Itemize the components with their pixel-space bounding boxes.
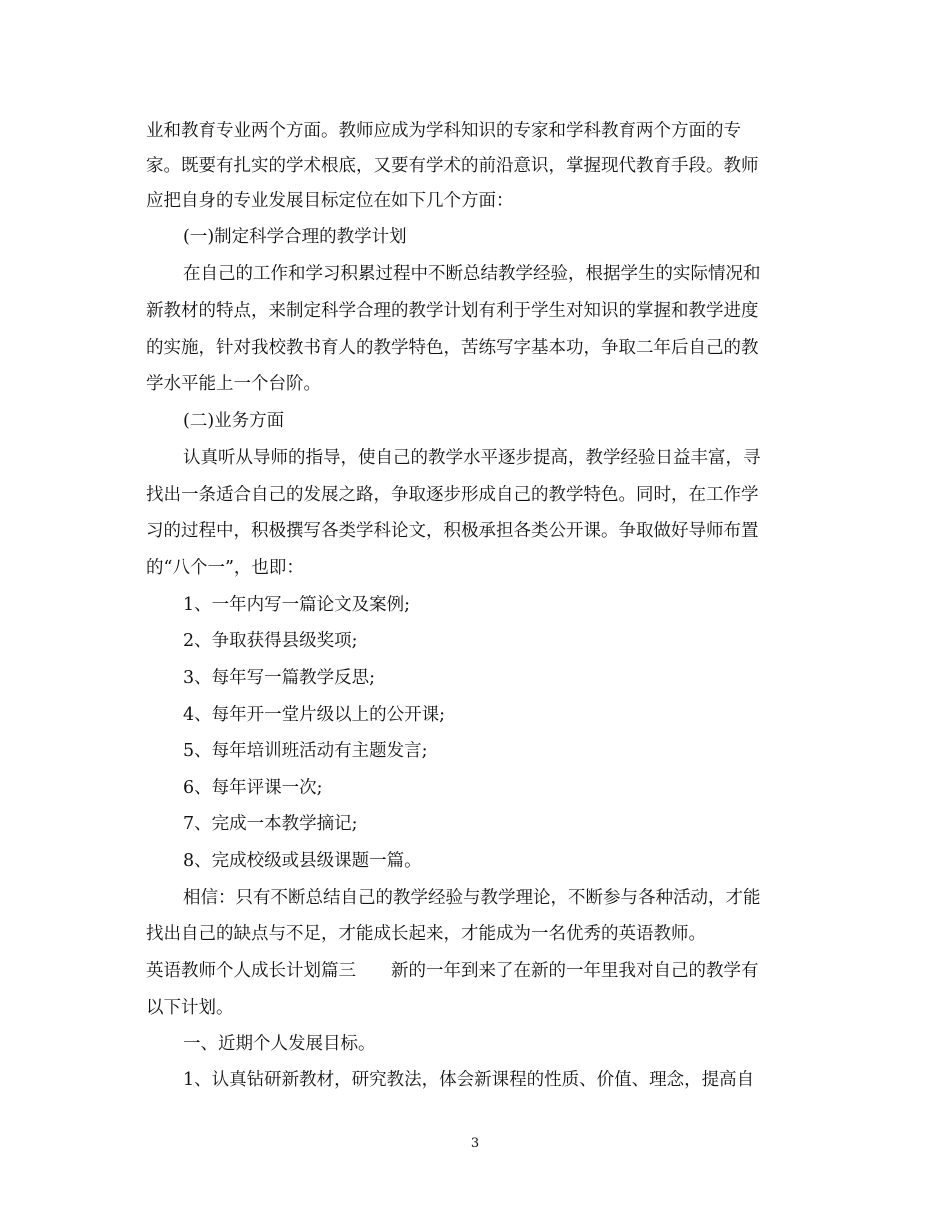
body-text-line: 认真听从导师的指导，使自己的教学水平逐步提高，教学经验日益丰富，寻: [183, 448, 761, 468]
body-text-line: 新教材的特点，来制定科学合理的教学计划有利于学生对知识的掌握和教学进度: [146, 301, 759, 321]
body-text-line: 找出自己的缺点与不足，才能成长起来，才能成为一名优秀的英语教师。: [146, 924, 706, 944]
body-text-line: 找出一条适合自己的发展之路，争取逐步形成自己的教学特色。同时，在工作学: [146, 485, 759, 505]
list-item: 3、每年写一篇教学反思;: [183, 668, 376, 688]
list-item: 5、每年培训班活动有主题发言;: [183, 741, 428, 761]
body-text-line: 学水平能上一个台阶。: [146, 374, 321, 394]
body-text-line: 习的过程中，积极撰写各类学科论文，积极承担各类公开课。争取做好导师布置: [146, 521, 759, 541]
body-text-line: 英语教师个人成长计划篇三 新的一年到来了在新的一年里我对自己的教学有: [146, 961, 759, 981]
body-text-line: 应把自身的专业发展目标定位在如下几个方面：: [146, 191, 514, 211]
body-text-line: 业和教育专业两个方面。教师应成为学科知识的专家和学科教育两个方面的专: [146, 121, 741, 141]
body-text-line: 相信：只有不断总结自己的教学经验与教学理论，不断参与各种活动，才能: [183, 888, 761, 908]
body-text-line: 在自己的工作和学习积累过程中不断总结教学经验，根据学生的实际情况和: [183, 264, 761, 284]
body-text-line: 的“八个一”，也即：: [146, 558, 304, 578]
list-item: 8、完成校级或县级课题一篇。: [183, 851, 422, 871]
body-text-line: 家。既要有扎实的学术根底，又要有学术的前沿意识，掌握现代教育手段。教师: [146, 156, 759, 176]
page-number: 3: [470, 1136, 480, 1151]
body-text-line: 的实施，针对我校教书育人的教学特色，苦练写字基本功，争取二年后自己的教: [146, 338, 759, 358]
list-item: 2、争取获得县级奖项;: [183, 631, 358, 651]
list-item: 1、一年内写一篇论文及案例;: [183, 595, 411, 615]
section-heading: (一)制定科学合理的教学计划: [183, 227, 407, 247]
list-item: 6、每年评课一次;: [183, 778, 323, 798]
section-heading: 一、近期个人发展目标。: [183, 1034, 376, 1054]
list-item: 7、完成一本教学摘记;: [183, 814, 358, 834]
body-text-line: 1、认真钻研新教材，研究教法，体会新课程的性质、价值、理念，提高自: [183, 1070, 755, 1090]
section-heading: (二)业务方面: [183, 411, 285, 431]
body-text-line: 以下计划。: [146, 998, 234, 1018]
list-item: 4、每年开一堂片级以上的公开课;: [183, 705, 446, 725]
